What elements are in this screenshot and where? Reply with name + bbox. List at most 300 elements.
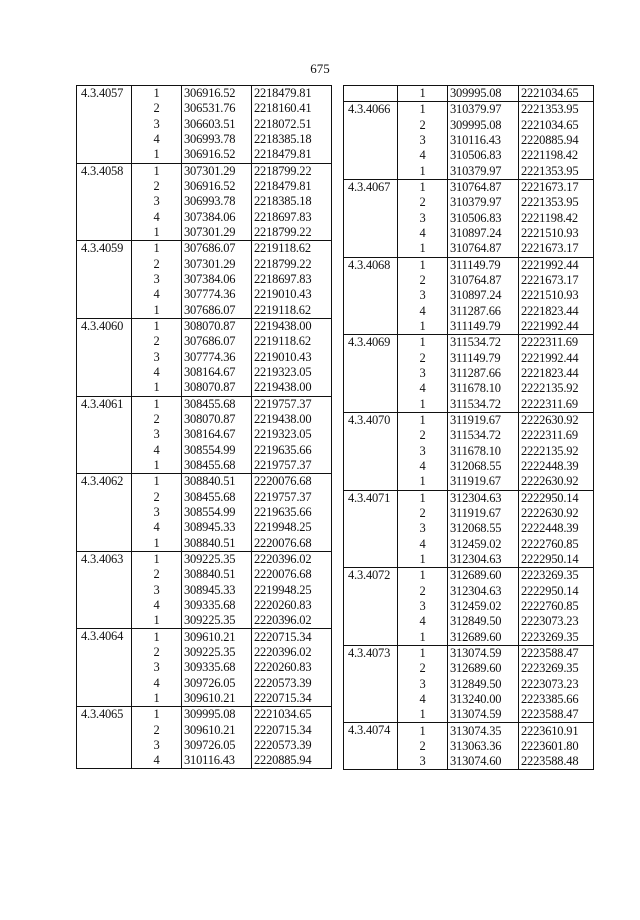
point-number: 2	[398, 506, 448, 521]
coord-x: 310764.87	[448, 273, 519, 288]
point-number: 4	[132, 132, 182, 147]
coord-y: 2219438.00	[252, 412, 332, 427]
coord-y: 2219323.05	[252, 365, 332, 380]
coord-y: 2218479.81	[252, 147, 332, 163]
point-number: 1	[132, 241, 182, 257]
coord-x: 306916.52	[182, 147, 252, 163]
coord-x: 307301.29	[182, 257, 252, 272]
table-row	[344, 257, 594, 273]
point-number: 2	[132, 490, 182, 505]
coordinates-table-right	[343, 85, 594, 770]
block-id: 4.3.4074	[344, 723, 398, 770]
coord-x: 311534.72	[448, 397, 519, 413]
point-number: 1	[398, 164, 448, 180]
coord-x: 310764.87	[448, 241, 519, 257]
coord-x: 308164.67	[182, 427, 252, 442]
coord-x: 312304.63	[448, 584, 519, 599]
coord-x: 309225.35	[182, 613, 252, 629]
point-number: 3	[398, 521, 448, 536]
point-number: 1	[132, 303, 182, 319]
point-number: 4	[132, 675, 182, 690]
coord-x: 309335.68	[182, 598, 252, 613]
coord-x: 309726.05	[182, 675, 252, 690]
point-number: 2	[132, 179, 182, 194]
coord-y: 2222760.85	[519, 537, 594, 552]
coord-y: 2219948.25	[252, 583, 332, 598]
coord-x: 313063.36	[448, 739, 519, 754]
coord-x: 307384.06	[182, 272, 252, 287]
coord-y: 2221353.95	[519, 164, 594, 180]
table-row	[77, 474, 332, 490]
point-number: 2	[398, 351, 448, 366]
coord-y: 2221353.95	[519, 102, 594, 118]
point-number: 1	[398, 102, 448, 118]
coord-x: 310764.87	[448, 179, 519, 195]
coord-y: 2221510.93	[519, 288, 594, 303]
block-id: 4.3.4073	[344, 645, 398, 723]
coord-y: 2218697.83	[252, 272, 332, 287]
block-id	[344, 86, 398, 102]
coord-y: 2222311.69	[519, 428, 594, 443]
coord-y: 2221992.44	[519, 257, 594, 273]
coord-y: 2220260.83	[252, 598, 332, 613]
coord-x: 306603.51	[182, 117, 252, 132]
coord-x: 308070.87	[182, 380, 252, 396]
coord-x: 306993.78	[182, 194, 252, 209]
point-number: 1	[398, 723, 448, 739]
coord-y: 2222630.92	[519, 474, 594, 490]
point-number: 2	[132, 334, 182, 349]
coord-x: 308840.51	[182, 536, 252, 552]
point-number: 3	[398, 676, 448, 691]
point-number: 1	[398, 412, 448, 428]
coord-y: 2223588.47	[519, 707, 594, 723]
table-row	[344, 102, 594, 118]
coord-x: 313074.60	[448, 754, 519, 770]
coordinates-table-left	[76, 85, 332, 769]
coord-y: 2219323.05	[252, 427, 332, 442]
table-row	[344, 412, 594, 428]
coord-x: 309335.68	[182, 660, 252, 675]
coord-y: 2221992.44	[519, 351, 594, 366]
coord-y: 2220715.34	[252, 691, 332, 707]
point-number: 2	[132, 412, 182, 427]
point-number: 3	[132, 194, 182, 209]
coord-y: 2218160.41	[252, 101, 332, 116]
coord-y: 2220715.34	[252, 722, 332, 737]
point-number: 2	[132, 645, 182, 660]
coord-y: 2222135.92	[519, 444, 594, 459]
block-id: 4.3.4061	[77, 396, 132, 474]
point-number: 4	[398, 459, 448, 474]
point-number: 1	[132, 396, 182, 412]
table-row	[77, 396, 332, 412]
coord-y: 2222950.14	[519, 584, 594, 599]
block-id: 4.3.4063	[77, 551, 132, 629]
point-number: 1	[132, 163, 182, 179]
coord-x: 310506.83	[448, 211, 519, 226]
point-number: 1	[132, 147, 182, 163]
coord-y: 2221673.17	[519, 273, 594, 288]
coord-y: 2219757.37	[252, 490, 332, 505]
coord-y: 2219118.62	[252, 303, 332, 319]
coord-x: 311149.79	[448, 351, 519, 366]
point-number: 3	[132, 505, 182, 520]
coord-y: 2218799.22	[252, 225, 332, 241]
coord-x: 311919.67	[448, 506, 519, 521]
block-id: 4.3.4065	[77, 707, 132, 769]
point-number: 4	[398, 614, 448, 629]
coord-y: 2220396.02	[252, 645, 332, 660]
point-number: 4	[132, 598, 182, 613]
coord-y: 2218799.22	[252, 163, 332, 179]
coord-y: 2222630.92	[519, 506, 594, 521]
coord-x: 306916.52	[182, 86, 252, 102]
coord-y: 2223073.23	[519, 676, 594, 691]
coord-x: 309610.21	[182, 722, 252, 737]
table-row	[77, 86, 332, 102]
coord-y: 2220885.94	[519, 133, 594, 148]
point-number: 3	[398, 133, 448, 148]
coord-x: 308455.68	[182, 458, 252, 474]
coord-y: 2219010.43	[252, 350, 332, 365]
coord-y: 2220260.83	[252, 660, 332, 675]
block-id: 4.3.4062	[77, 474, 132, 552]
coord-y: 2222135.92	[519, 381, 594, 396]
coord-y: 2221510.93	[519, 226, 594, 241]
coord-x: 313074.59	[448, 707, 519, 723]
coord-y: 2221034.65	[252, 707, 332, 723]
coord-x: 308455.68	[182, 396, 252, 412]
coord-x: 312459.02	[448, 537, 519, 552]
coord-x: 309610.21	[182, 691, 252, 707]
point-number: 1	[398, 568, 448, 584]
point-number: 3	[132, 427, 182, 442]
point-number: 1	[398, 629, 448, 645]
point-number: 1	[132, 225, 182, 241]
point-number: 2	[398, 118, 448, 133]
block-id: 4.3.4057	[77, 86, 132, 164]
coord-x: 309995.08	[448, 118, 519, 133]
coord-x: 313240.00	[448, 692, 519, 707]
point-number: 1	[132, 380, 182, 396]
coord-y: 2219948.25	[252, 520, 332, 535]
coord-y: 2220573.39	[252, 738, 332, 753]
table-row	[77, 163, 332, 179]
coord-x: 312459.02	[448, 599, 519, 614]
coord-y: 2218479.81	[252, 86, 332, 102]
coord-x: 312849.50	[448, 676, 519, 691]
coord-x: 308945.33	[182, 520, 252, 535]
block-id: 4.3.4058	[77, 163, 132, 241]
coord-y: 2223269.35	[519, 629, 594, 645]
coord-y: 2221198.42	[519, 148, 594, 163]
coord-x: 308840.51	[182, 474, 252, 490]
coord-x: 310897.24	[448, 226, 519, 241]
coord-x: 308164.67	[182, 365, 252, 380]
point-number: 1	[398, 319, 448, 335]
coord-x: 310506.83	[448, 148, 519, 163]
point-number: 1	[132, 86, 182, 102]
point-number: 1	[398, 397, 448, 413]
page-number: 675	[310, 61, 330, 76]
coord-x: 311287.66	[448, 304, 519, 319]
coord-y: 2221992.44	[519, 319, 594, 335]
coord-x: 307686.07	[182, 241, 252, 257]
point-number: 2	[398, 195, 448, 210]
coord-x: 310897.24	[448, 288, 519, 303]
coord-x: 307774.36	[182, 287, 252, 302]
point-number: 4	[398, 304, 448, 319]
coord-y: 2218697.83	[252, 210, 332, 225]
coord-x: 310116.43	[448, 133, 519, 148]
coord-x: 308840.51	[182, 567, 252, 582]
coord-y: 2219635.66	[252, 505, 332, 520]
coord-x: 311149.79	[448, 319, 519, 335]
point-number: 4	[132, 365, 182, 380]
coord-y: 2220396.02	[252, 551, 332, 567]
point-number: 1	[398, 474, 448, 490]
coord-y: 2219757.37	[252, 396, 332, 412]
coord-x: 311678.10	[448, 381, 519, 396]
coord-x: 310379.97	[448, 102, 519, 118]
coord-y: 2222630.92	[519, 412, 594, 428]
table-row	[344, 645, 594, 661]
point-number: 1	[132, 629, 182, 645]
point-number: 2	[398, 428, 448, 443]
table-row	[344, 568, 594, 584]
point-number: 1	[132, 318, 182, 334]
coord-y: 2223269.35	[519, 661, 594, 676]
coord-y: 2221823.44	[519, 304, 594, 319]
coord-y: 2219010.43	[252, 287, 332, 302]
point-number: 3	[398, 444, 448, 459]
coord-y: 2222311.69	[519, 335, 594, 351]
coord-x: 311919.67	[448, 474, 519, 490]
point-number: 4	[398, 692, 448, 707]
point-number: 4	[398, 226, 448, 241]
coord-x: 306993.78	[182, 132, 252, 147]
coord-x: 309225.35	[182, 645, 252, 660]
coord-y: 2219118.62	[252, 241, 332, 257]
point-number: 3	[132, 117, 182, 132]
coord-y: 2220573.39	[252, 675, 332, 690]
table-row	[77, 318, 332, 334]
coord-y: 2222311.69	[519, 397, 594, 413]
coord-x: 308070.87	[182, 412, 252, 427]
coord-y: 2221034.65	[519, 86, 594, 102]
coord-y: 2220076.68	[252, 567, 332, 582]
coord-y: 2218479.81	[252, 179, 332, 194]
table-row	[77, 241, 332, 257]
coord-x: 307774.36	[182, 350, 252, 365]
coord-x: 313074.35	[448, 723, 519, 739]
coord-x: 309726.05	[182, 738, 252, 753]
point-number: 3	[132, 272, 182, 287]
coord-y: 2222448.39	[519, 459, 594, 474]
block-id: 4.3.4059	[77, 241, 132, 319]
coord-x: 311287.66	[448, 366, 519, 381]
point-number: 3	[398, 754, 448, 770]
point-number: 1	[132, 707, 182, 723]
point-number: 2	[398, 584, 448, 599]
coord-x: 307301.29	[182, 225, 252, 241]
coord-x: 311149.79	[448, 257, 519, 273]
coord-y: 2219757.37	[252, 458, 332, 474]
point-number: 1	[132, 536, 182, 552]
coord-y: 2220885.94	[252, 753, 332, 769]
coord-x: 312068.55	[448, 459, 519, 474]
coord-y: 2223073.23	[519, 614, 594, 629]
point-number: 1	[398, 645, 448, 661]
coord-x: 312068.55	[448, 521, 519, 536]
coord-y: 2222760.85	[519, 599, 594, 614]
point-number: 3	[398, 599, 448, 614]
coord-x: 310116.43	[182, 753, 252, 769]
point-number: 2	[132, 722, 182, 737]
coord-y: 2223269.35	[519, 568, 594, 584]
coord-y: 2223385.66	[519, 692, 594, 707]
coord-y: 2221673.17	[519, 241, 594, 257]
coord-y: 2220076.68	[252, 474, 332, 490]
block-id: 4.3.4067	[344, 179, 398, 257]
coord-x: 307686.07	[182, 303, 252, 319]
coord-x: 309995.08	[182, 707, 252, 723]
point-number: 2	[132, 567, 182, 582]
coord-x: 311678.10	[448, 444, 519, 459]
coord-y: 2222950.14	[519, 490, 594, 506]
table-row	[344, 86, 594, 102]
coord-y: 2221353.95	[519, 195, 594, 210]
coord-y: 2218385.18	[252, 194, 332, 209]
coord-x: 307301.29	[182, 163, 252, 179]
point-number: 4	[132, 443, 182, 458]
point-number: 2	[398, 661, 448, 676]
point-number: 2	[132, 101, 182, 116]
block-id: 4.3.4069	[344, 335, 398, 413]
point-number: 1	[132, 691, 182, 707]
coord-y: 2221034.65	[519, 118, 594, 133]
point-number: 4	[398, 148, 448, 163]
point-number: 3	[132, 583, 182, 598]
coord-x: 308945.33	[182, 583, 252, 598]
table-row	[344, 723, 594, 739]
coord-y: 2221673.17	[519, 179, 594, 195]
coord-x: 308070.87	[182, 318, 252, 334]
block-id: 4.3.4064	[77, 629, 132, 707]
point-number: 1	[398, 552, 448, 568]
point-number: 3	[132, 660, 182, 675]
point-number: 1	[398, 707, 448, 723]
coord-y: 2219438.00	[252, 318, 332, 334]
coord-x: 312689.60	[448, 629, 519, 645]
coord-y: 2219118.62	[252, 334, 332, 349]
coord-x: 306531.76	[182, 101, 252, 116]
point-number: 2	[398, 273, 448, 288]
coord-x: 312304.63	[448, 552, 519, 568]
point-number: 2	[398, 739, 448, 754]
coord-x: 309610.21	[182, 629, 252, 645]
coord-y: 2219438.00	[252, 380, 332, 396]
point-number: 1	[398, 86, 448, 102]
point-number: 3	[398, 288, 448, 303]
block-id: 4.3.4066	[344, 102, 398, 180]
coord-x: 306916.52	[182, 179, 252, 194]
table-row	[77, 551, 332, 567]
coord-x: 312849.50	[448, 614, 519, 629]
point-number: 4	[398, 537, 448, 552]
block-id: 4.3.4072	[344, 568, 398, 646]
point-number: 3	[398, 211, 448, 226]
coord-x: 311919.67	[448, 412, 519, 428]
coord-y: 2220715.34	[252, 629, 332, 645]
point-number: 1	[132, 551, 182, 567]
point-number: 4	[132, 287, 182, 302]
coord-y: 2223601.80	[519, 739, 594, 754]
coord-x: 311534.72	[448, 335, 519, 351]
block-id: 4.3.4068	[344, 257, 398, 335]
point-number: 1	[132, 458, 182, 474]
coord-y: 2223588.48	[519, 754, 594, 770]
point-number: 1	[132, 474, 182, 490]
point-number: 3	[132, 738, 182, 753]
point-number: 2	[132, 257, 182, 272]
point-number: 3	[398, 366, 448, 381]
table-row	[344, 335, 594, 351]
coord-x: 310379.97	[448, 195, 519, 210]
coord-x: 310379.97	[448, 164, 519, 180]
point-number: 1	[398, 257, 448, 273]
point-number: 4	[132, 210, 182, 225]
coord-x: 312689.60	[448, 568, 519, 584]
coord-y: 2223588.47	[519, 645, 594, 661]
block-id: 4.3.4060	[77, 318, 132, 396]
coord-x: 307384.06	[182, 210, 252, 225]
table-row	[77, 707, 332, 723]
coord-y: 2218072.51	[252, 117, 332, 132]
coord-x: 312689.60	[448, 661, 519, 676]
block-id: 4.3.4070	[344, 412, 398, 490]
point-number: 1	[132, 613, 182, 629]
table-row	[77, 629, 332, 645]
point-number: 1	[398, 335, 448, 351]
coord-x: 312304.63	[448, 490, 519, 506]
coord-x: 311534.72	[448, 428, 519, 443]
point-number: 4	[398, 381, 448, 396]
table-row	[344, 490, 594, 506]
coord-y: 2220076.68	[252, 536, 332, 552]
coord-x: 307686.07	[182, 334, 252, 349]
coord-y: 2218799.22	[252, 257, 332, 272]
coord-y: 2221198.42	[519, 211, 594, 226]
coord-x: 309995.08	[448, 86, 519, 102]
point-number: 1	[398, 179, 448, 195]
coord-y: 2222950.14	[519, 552, 594, 568]
coord-y: 2219635.66	[252, 443, 332, 458]
table-row	[344, 179, 594, 195]
block-id: 4.3.4071	[344, 490, 398, 568]
coord-x: 313074.59	[448, 645, 519, 661]
point-number: 4	[132, 753, 182, 769]
point-number: 3	[132, 350, 182, 365]
point-number: 1	[398, 241, 448, 257]
coord-y: 2222448.39	[519, 521, 594, 536]
coord-y: 2223610.91	[519, 723, 594, 739]
point-number: 4	[132, 520, 182, 535]
coord-x: 308455.68	[182, 490, 252, 505]
coord-x: 308554.99	[182, 443, 252, 458]
point-number: 1	[398, 490, 448, 506]
